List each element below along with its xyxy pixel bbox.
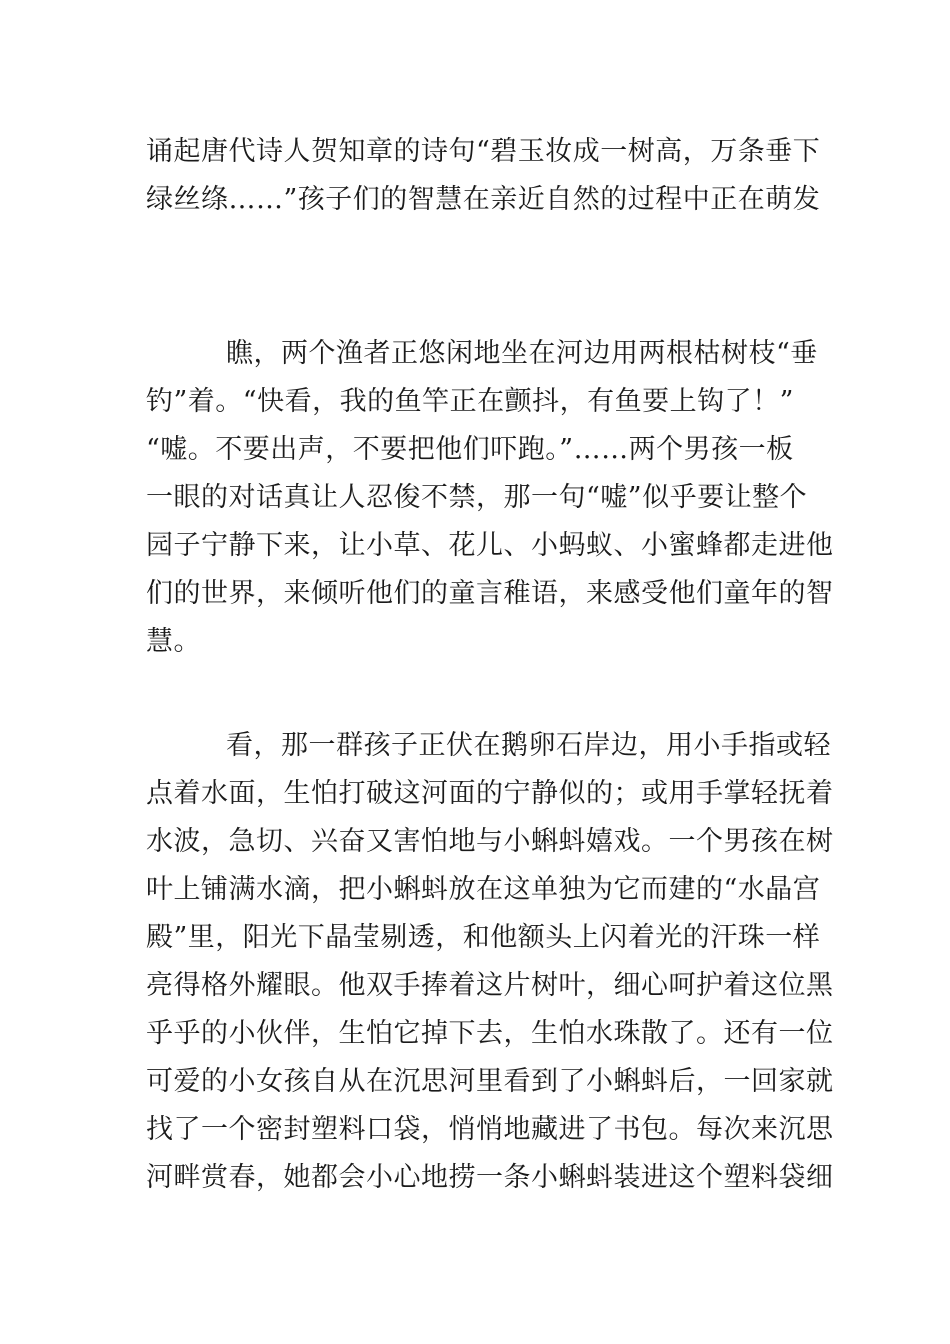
paragraph-3-line-10: 河畔赏春，她都会小心地捞一条小蝌蚪装进这个塑料袋细 [146,1162,834,1193]
paragraph-1-line-1: 诵起唐代诗人贺知章的诗句“碧玉妆成一树高，万条垂下 [146,136,821,167]
paragraph-3 [146,722,834,1202]
paragraph-2-line-2: 钓”着。“快看，我的鱼竿正在颤抖，有鱼要上钩了！” [146,386,794,417]
paragraph-3-line-9: 找了一个密封塑料口袋，悄悄地藏进了书包。每次来沉思 [146,1114,834,1145]
paragraph-2-line-1: 瞧，两个渔者正悠闲地坐在河边用两根枯树枝“垂 [226,338,818,369]
paragraph-2-line-4: 一眼的对话真让人忍俊不禁，那一句“嘘”似乎要让整个 [146,482,808,513]
paragraph-2-line-3: “嘘。不要出声，不要把他们吓跑。”……两个男孩一板 [146,434,794,465]
paragraph-3-line-5: 殿”里，阳光下晶莹剔透，和他额头上闪着光的汗珠一样 [146,922,821,953]
paragraph-3-line-6: 亮得格外耀眼。他双手捧着这片树叶，细心呵护着这位黑 [146,970,834,1001]
paragraph-2 [146,330,834,666]
paragraph-3-line-8: 可爱的小女孩自从在沉思河里看到了小蝌蚪后，一回家就 [146,1066,834,1097]
paragraph-2-line-5: 园子宁静下来，让小草、花儿、小蚂蚁、小蜜蜂都走进他 [146,530,834,561]
paragraph-3-line-3: 水波，急切、兴奋又害怕地与小蝌蚪嬉戏。一个男孩在树 [146,826,834,857]
paragraph-2-line-6: 们的世界，来倾听他们的童言稚语，来感受他们童年的智 [146,578,834,609]
paragraph-1-line-2: 绿丝绦……”孩子们的智慧在亲近自然的过程中正在萌发 [146,184,821,215]
paragraph-3-line-2: 点着水面，生怕打破这河面的宁静似的；或用手掌轻抚着 [146,778,834,809]
paragraph-3-line-1: 看，那一群孩子正伏在鹅卵石岸边，用小手指或轻 [226,730,831,761]
paragraph-3-line-7: 乎乎的小伙伴，生怕它掉下去，生怕水珠散了。还有一位 [146,1018,834,1049]
paragraph-3-line-4: 叶上铺满水滴，把小蝌蚪放在这单独为它而建的“水晶宫 [146,874,821,905]
paragraph-2-line-7: 慧。 [146,626,201,657]
paragraph-1 [146,128,821,224]
